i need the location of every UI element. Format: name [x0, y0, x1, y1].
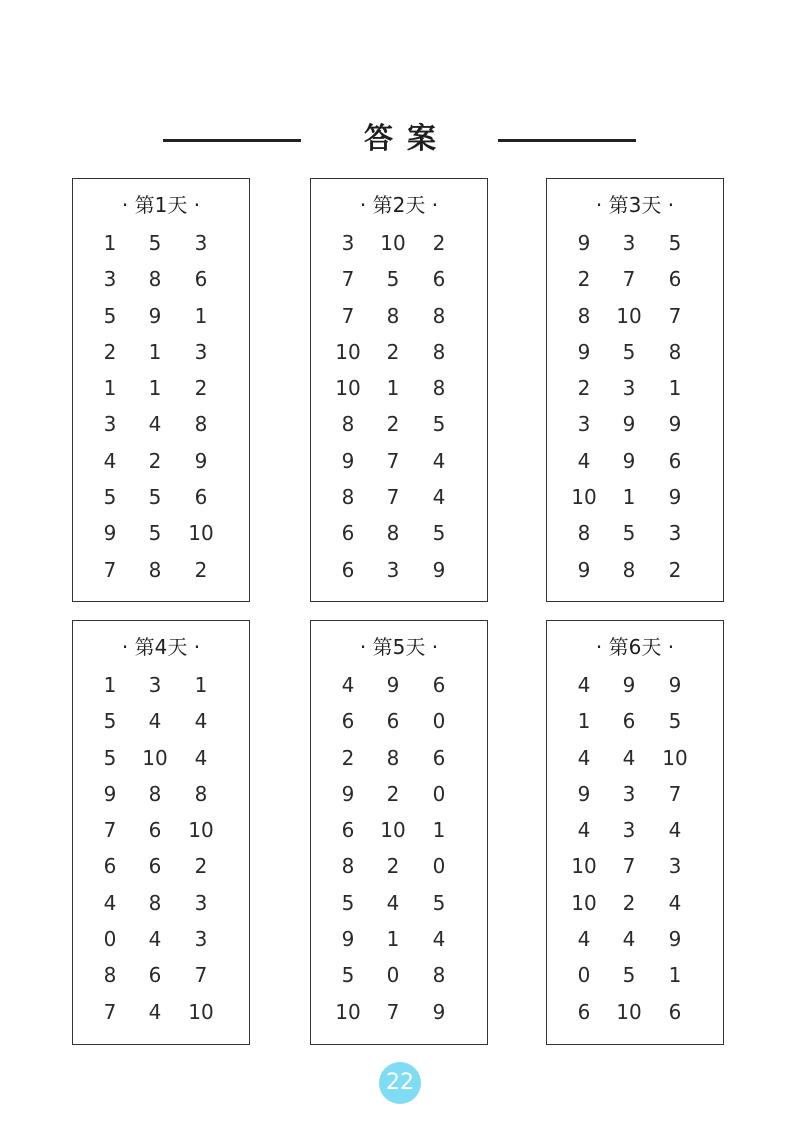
- answer-value: 7: [622, 267, 636, 292]
- answer-value: 8: [148, 890, 162, 915]
- answer-rows: [311, 225, 487, 588]
- answer-row: [311, 225, 487, 261]
- answer-value: 7: [386, 999, 400, 1024]
- answer-value: 1: [103, 231, 117, 255]
- answer-value: 5: [622, 963, 636, 988]
- answer-card-day-5: [310, 620, 488, 1045]
- answer-row: [547, 334, 723, 370]
- title-rule-left: [163, 139, 301, 142]
- answer-row: [73, 848, 249, 884]
- answer-value: 3: [622, 781, 636, 806]
- answer-value: 10: [571, 854, 597, 879]
- answer-rows: [311, 667, 487, 1030]
- answer-value: 6: [432, 673, 446, 697]
- answer-value: 0: [432, 709, 446, 734]
- answer-value: 1: [194, 303, 208, 328]
- answer-value: 6: [622, 709, 636, 734]
- answer-value: 7: [386, 485, 400, 510]
- answer-value: 5: [386, 267, 400, 292]
- answer-value: 5: [622, 521, 636, 546]
- answer-value: 8: [668, 339, 682, 364]
- card-title: · 第1天 ·: [121, 193, 201, 217]
- answer-value: 1: [103, 673, 117, 697]
- answer-value: 7: [103, 999, 117, 1024]
- answer-value: 9: [386, 673, 400, 697]
- answer-value: 5: [103, 303, 117, 328]
- answer-value: 9: [432, 557, 446, 582]
- answer-value: 6: [341, 709, 355, 734]
- answer-rows: [73, 225, 249, 588]
- answer-value: 9: [577, 231, 591, 255]
- answer-value: 1: [386, 927, 400, 952]
- answer-row: [547, 667, 723, 703]
- answer-value: 9: [622, 673, 636, 697]
- answer-row: [73, 479, 249, 515]
- answer-value: 3: [194, 339, 208, 364]
- answer-value: 2: [622, 890, 636, 915]
- answer-value: 10: [380, 818, 406, 843]
- answer-value: 5: [148, 231, 162, 255]
- answer-value: 3: [386, 557, 400, 582]
- answer-value: 10: [335, 339, 361, 364]
- answer-row: [547, 298, 723, 334]
- answer-value: 4: [148, 927, 162, 952]
- answer-value: 6: [668, 448, 682, 473]
- answer-value: 3: [194, 231, 208, 255]
- answer-value: 7: [386, 448, 400, 473]
- answer-value: 2: [577, 376, 591, 401]
- answer-card-day-2: [310, 178, 488, 602]
- answer-value: 3: [194, 927, 208, 952]
- answer-value: 8: [622, 557, 636, 582]
- answer-value: 3: [622, 818, 636, 843]
- answer-row: [311, 515, 487, 551]
- answer-row: [547, 885, 723, 921]
- answer-value: 4: [668, 818, 682, 843]
- answer-row: [73, 261, 249, 297]
- answer-row: [311, 667, 487, 703]
- answer-value: 6: [577, 999, 591, 1024]
- answer-value: 10: [335, 999, 361, 1024]
- answer-value: 4: [622, 927, 636, 952]
- answer-row: [547, 957, 723, 993]
- answer-row: [311, 370, 487, 406]
- answer-row: [547, 406, 723, 442]
- answer-card-day-6: [546, 620, 724, 1045]
- answer-row: [73, 921, 249, 957]
- answer-row: [311, 885, 487, 921]
- answer-value: 3: [103, 267, 117, 292]
- answer-row: [311, 334, 487, 370]
- answer-value: 0: [103, 927, 117, 952]
- answer-value: 2: [577, 267, 591, 292]
- answer-row: [73, 406, 249, 442]
- answer-value: 10: [616, 303, 642, 328]
- answer-value: 8: [432, 376, 446, 401]
- answer-value: 6: [386, 709, 400, 734]
- answer-value: 8: [386, 521, 400, 546]
- answer-value: 4: [577, 745, 591, 770]
- answer-value: 8: [148, 781, 162, 806]
- answer-rows: [547, 667, 723, 1030]
- answer-row: [73, 334, 249, 370]
- answer-value: 3: [577, 412, 591, 437]
- answer-value: 4: [577, 818, 591, 843]
- answer-value: 8: [432, 339, 446, 364]
- answer-value: 2: [432, 231, 446, 255]
- answer-value: 3: [668, 854, 682, 879]
- answer-value: 3: [148, 673, 162, 697]
- answer-value: 5: [148, 521, 162, 546]
- answer-value: 6: [668, 267, 682, 292]
- answer-value: 3: [622, 376, 636, 401]
- answer-row: [73, 667, 249, 703]
- answer-value: 7: [103, 557, 117, 582]
- answer-row: [73, 776, 249, 812]
- answer-value: 1: [194, 673, 208, 697]
- answer-value: 5: [668, 709, 682, 734]
- answer-value: 1: [148, 339, 162, 364]
- answer-row: [311, 298, 487, 334]
- answer-row: [547, 848, 723, 884]
- answer-row: [73, 994, 249, 1030]
- answer-value: 6: [341, 818, 355, 843]
- card-title: · 第3天 ·: [595, 193, 675, 217]
- answer-value: 4: [194, 745, 208, 770]
- answer-value: 9: [668, 673, 682, 697]
- answer-value: 5: [103, 745, 117, 770]
- answer-row: [73, 443, 249, 479]
- answer-value: 0: [577, 963, 591, 988]
- answer-value: 6: [148, 818, 162, 843]
- answer-value: 10: [380, 231, 406, 255]
- answer-value: 6: [432, 745, 446, 770]
- answer-card-day-4: [72, 620, 250, 1045]
- answer-value: 10: [188, 521, 214, 546]
- answer-value: 0: [386, 963, 400, 988]
- answer-value: 9: [194, 448, 208, 473]
- page-header: [0, 118, 800, 158]
- answer-value: 8: [432, 963, 446, 988]
- answer-value: 9: [341, 927, 355, 952]
- answer-value: 2: [194, 854, 208, 879]
- answer-value: 4: [577, 927, 591, 952]
- answer-value: 10: [571, 485, 597, 510]
- answer-value: 8: [386, 303, 400, 328]
- answer-value: 4: [668, 890, 682, 915]
- answer-value: 9: [103, 521, 117, 546]
- answer-value: 10: [662, 745, 688, 770]
- answer-value: 3: [103, 412, 117, 437]
- answer-value: 5: [668, 231, 682, 255]
- answer-value: 1: [432, 818, 446, 843]
- answer-value: 9: [432, 999, 446, 1024]
- answer-row: [547, 370, 723, 406]
- answer-value: 9: [148, 303, 162, 328]
- answer-value: 5: [432, 890, 446, 915]
- answer-value: 1: [577, 709, 591, 734]
- answer-value: 5: [432, 521, 446, 546]
- answer-value: 8: [341, 485, 355, 510]
- answer-row: [547, 776, 723, 812]
- answer-row: [547, 812, 723, 848]
- answer-value: 2: [194, 557, 208, 582]
- answer-row: [73, 740, 249, 776]
- answer-value: 6: [194, 267, 208, 292]
- card-title: · 第2天 ·: [359, 193, 439, 217]
- answer-row: [311, 552, 487, 588]
- answer-value: 1: [668, 376, 682, 401]
- answer-value: 10: [188, 999, 214, 1024]
- answer-value: 4: [577, 673, 591, 697]
- answer-value: 5: [341, 963, 355, 988]
- answer-value: 10: [142, 745, 168, 770]
- answer-value: 1: [622, 485, 636, 510]
- answer-row: [73, 812, 249, 848]
- answer-value: 1: [386, 376, 400, 401]
- answer-value: 1: [148, 376, 162, 401]
- answer-value: 8: [341, 412, 355, 437]
- answer-value: 8: [432, 303, 446, 328]
- answer-row: [311, 812, 487, 848]
- answer-row: [547, 703, 723, 739]
- answer-row: [547, 921, 723, 957]
- answer-row: [73, 298, 249, 334]
- answer-row: [73, 957, 249, 993]
- answer-value: 10: [188, 818, 214, 843]
- answer-row: [73, 370, 249, 406]
- answer-value: 4: [432, 927, 446, 952]
- answer-value: 2: [103, 339, 117, 364]
- answer-value: 0: [432, 781, 446, 806]
- answer-value: 10: [571, 890, 597, 915]
- answer-value: 7: [194, 963, 208, 988]
- answer-value: 4: [432, 485, 446, 510]
- answer-row: [311, 479, 487, 515]
- answer-value: 2: [668, 557, 682, 582]
- answer-value: 3: [668, 521, 682, 546]
- answer-row: [547, 515, 723, 551]
- answer-value: 4: [622, 745, 636, 770]
- answer-value: 8: [148, 267, 162, 292]
- answer-value: 4: [341, 673, 355, 697]
- answer-value: 2: [341, 745, 355, 770]
- answer-row: [311, 443, 487, 479]
- answer-value: 10: [616, 999, 642, 1024]
- answer-value: 8: [194, 781, 208, 806]
- answer-value: 2: [386, 339, 400, 364]
- answer-row: [311, 261, 487, 297]
- answer-row: [73, 703, 249, 739]
- answer-rows: [73, 667, 249, 1030]
- answer-value: 6: [148, 854, 162, 879]
- answer-card-day-1: [72, 178, 250, 602]
- answer-value: 1: [668, 963, 682, 988]
- answer-value: 9: [577, 781, 591, 806]
- answer-value: 5: [148, 485, 162, 510]
- answer-value: 6: [148, 963, 162, 988]
- answer-value: 9: [622, 448, 636, 473]
- answer-value: 9: [577, 557, 591, 582]
- answer-value: 8: [194, 412, 208, 437]
- answer-row: [311, 848, 487, 884]
- answer-row: [547, 443, 723, 479]
- answer-row: [547, 225, 723, 261]
- answer-value: 9: [668, 927, 682, 952]
- answer-value: 4: [103, 448, 117, 473]
- answer-value: 7: [341, 267, 355, 292]
- answer-row: [311, 703, 487, 739]
- answer-value: 9: [341, 448, 355, 473]
- answer-value: 7: [622, 854, 636, 879]
- answer-value: 9: [341, 781, 355, 806]
- answer-row: [311, 994, 487, 1030]
- answer-value: 7: [668, 303, 682, 328]
- card-title: · 第4天 ·: [121, 635, 201, 659]
- answer-row: [311, 921, 487, 957]
- page-number-badge: 22: [379, 1062, 421, 1104]
- answer-row: [547, 740, 723, 776]
- answer-value: 4: [194, 709, 208, 734]
- answer-row: [547, 479, 723, 515]
- answer-value: 2: [386, 854, 400, 879]
- answer-value: 6: [194, 485, 208, 510]
- answer-value: 8: [386, 745, 400, 770]
- answer-value: 5: [103, 709, 117, 734]
- answer-value: 4: [432, 448, 446, 473]
- answer-value: 6: [432, 267, 446, 292]
- answer-value: 4: [148, 999, 162, 1024]
- answer-value: 4: [103, 890, 117, 915]
- answer-value: 4: [148, 412, 162, 437]
- answer-value: 8: [103, 963, 117, 988]
- answer-row: [311, 957, 487, 993]
- answer-value: 6: [668, 999, 682, 1024]
- answer-row: [73, 552, 249, 588]
- answer-value: 2: [148, 448, 162, 473]
- answer-value: 3: [194, 890, 208, 915]
- answer-row: [73, 885, 249, 921]
- answer-value: 7: [668, 781, 682, 806]
- answer-value: 9: [668, 412, 682, 437]
- answer-value: 8: [577, 303, 591, 328]
- answer-value: 5: [341, 890, 355, 915]
- answer-row: [73, 515, 249, 551]
- answer-row: [311, 406, 487, 442]
- answer-row: [311, 776, 487, 812]
- answer-value: 2: [386, 412, 400, 437]
- answer-card-day-3: [546, 178, 724, 602]
- answer-value: 8: [341, 854, 355, 879]
- answer-value: 5: [103, 485, 117, 510]
- answer-value: 6: [341, 521, 355, 546]
- answer-value: 3: [622, 231, 636, 255]
- answer-value: 9: [668, 485, 682, 510]
- answer-value: 7: [341, 303, 355, 328]
- answer-value: 9: [103, 781, 117, 806]
- card-title: · 第5天 ·: [359, 635, 439, 659]
- answer-value: 1: [103, 376, 117, 401]
- title-rule-right: [498, 139, 636, 142]
- answer-row: [547, 552, 723, 588]
- answer-value: 4: [386, 890, 400, 915]
- answer-value: 8: [577, 521, 591, 546]
- answer-value: 9: [622, 412, 636, 437]
- answer-value: 2: [386, 781, 400, 806]
- answer-value: 5: [432, 412, 446, 437]
- answer-row: [547, 261, 723, 297]
- answer-value: 8: [148, 557, 162, 582]
- answer-value: 0: [432, 854, 446, 879]
- answer-value: 2: [194, 376, 208, 401]
- page-title: 答案: [363, 121, 450, 155]
- answer-value: 4: [577, 448, 591, 473]
- answer-value: 3: [341, 231, 355, 255]
- card-title: · 第6天 ·: [595, 635, 675, 659]
- answer-row: [311, 740, 487, 776]
- answer-value: 10: [335, 376, 361, 401]
- answer-rows: [547, 225, 723, 588]
- answer-value: 6: [103, 854, 117, 879]
- answer-value: 9: [577, 339, 591, 364]
- answer-row: [73, 225, 249, 261]
- answer-value: 4: [148, 709, 162, 734]
- answer-value: 6: [341, 557, 355, 582]
- answer-row: [547, 994, 723, 1030]
- answer-value: 7: [103, 818, 117, 843]
- answer-value: 5: [622, 339, 636, 364]
